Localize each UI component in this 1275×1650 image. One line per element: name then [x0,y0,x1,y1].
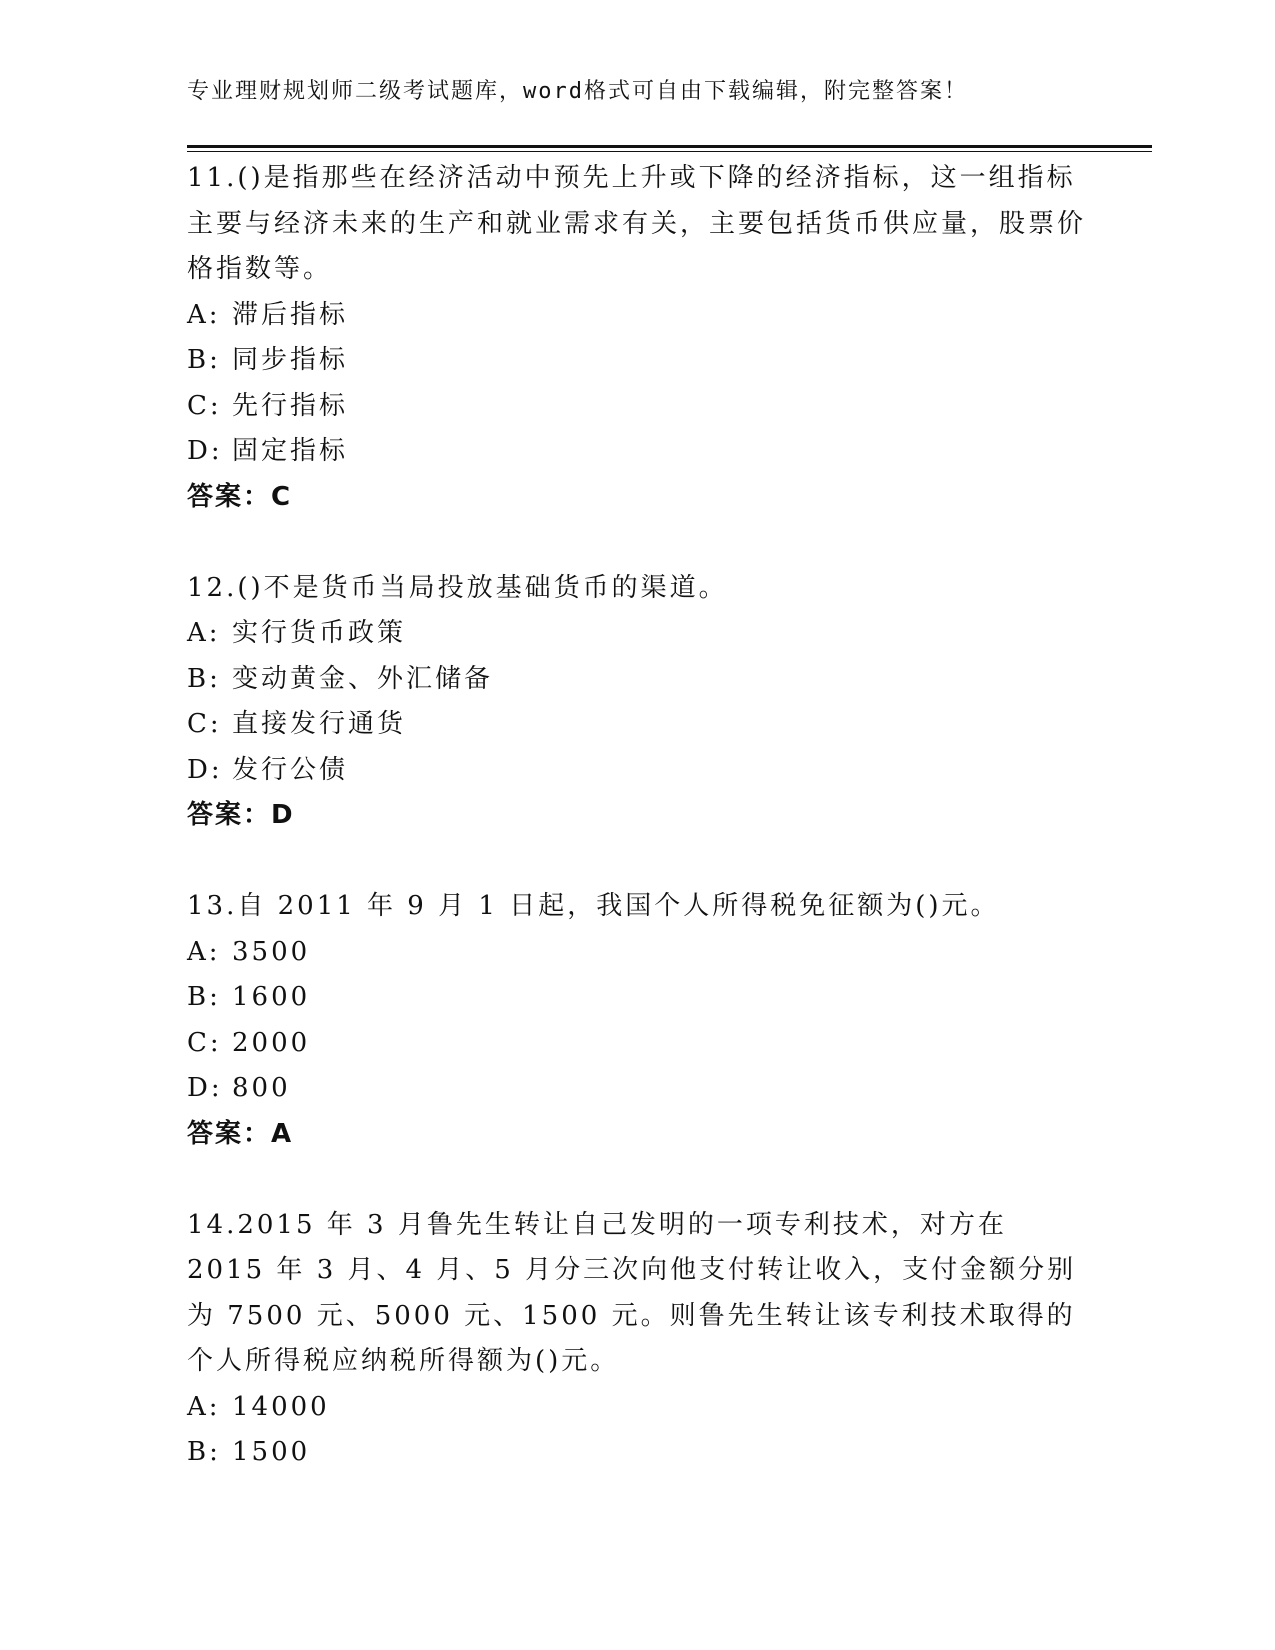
option-b [187,338,1087,384]
header-rule-thin [187,151,1152,152]
option-text: 直接发行通货 [232,709,407,739]
option-letter: D: [187,1073,223,1103]
option-letter: A: [187,1391,221,1422]
option-letter: B: [187,663,221,694]
option-text: 同步指标 [232,345,349,375]
question-11 [187,156,1087,520]
question-stem: 11.()是指那些在经济活动中预先上升或下降的经济指标，这一组指标主要与经济未来的生产和就业需求有关，主要包括货币供应量，股票价格指数等。 [187,163,1087,284]
option-a [187,930,1087,976]
question-list [187,156,1087,1476]
option-c [187,384,1087,430]
question-13 [187,884,1087,1157]
option-d [187,429,1087,475]
option-text: 变动黄金、外汇储备 [232,663,494,694]
option-d [187,748,1087,794]
option-letter: C: [187,709,222,739]
answer-line: 答案：D [187,800,295,830]
option-text: 1500 [232,1437,311,1467]
option-text: 滞后指标 [232,299,349,330]
option-text: 2000 [232,1027,311,1058]
option-text: 3500 [232,936,311,967]
option-a [187,611,1087,657]
question-stem: 12.()不是货币当局投放基础货币的渠道。 [187,572,728,603]
option-text: 14000 [232,1391,330,1422]
question-stem: 13.自 2011 年 9 月 1 日起，我国个人所得税免征额为()元。 [187,891,1000,921]
option-text: 1600 [232,982,311,1012]
answer-line: 答案：C [187,481,293,512]
option-b [187,1430,1087,1476]
header-rule-thick [187,145,1152,148]
answer-line: 答案：A [187,1118,294,1149]
question-14 [187,1203,1087,1476]
option-b [187,657,1087,703]
option-b [187,975,1087,1021]
option-letter: A: [187,936,221,967]
option-text: 实行货币政策 [232,618,407,648]
option-letter: B: [187,982,221,1012]
option-letter: A: [187,618,221,648]
option-text: 固定指标 [232,436,349,466]
option-text: 先行指标 [232,390,349,421]
option-a [187,293,1087,339]
option-text: 800 [232,1073,291,1103]
option-text: 发行公债 [232,754,349,785]
question-stem: 14.2015 年 3 月鲁先生转让自己发明的一项专利技术，对方在 2015 年 3 月、4 月、5 月分三次向他支付转让收入，支付金额分别为 7500 元、5000 元、1500 元。则鲁先生转让该专利技术取得的个人所得税应纳税所得额为()元。 [187,1209,1077,1376]
option-letter: B: [187,345,221,375]
question-12 [187,566,1087,839]
option-d [187,1066,1087,1112]
page-header: 专业理财规划师二级考试题库，word格式可自由下载编辑，附完整答案！ [187,79,968,104]
option-letter: D: [187,754,223,785]
option-letter: C: [187,1027,222,1058]
option-letter: B: [187,1437,221,1467]
option-letter: A: [187,299,221,330]
option-letter: D: [187,436,223,466]
option-c [187,702,1087,748]
option-c [187,1021,1087,1067]
option-letter: C: [187,390,222,421]
option-a [187,1385,1087,1431]
